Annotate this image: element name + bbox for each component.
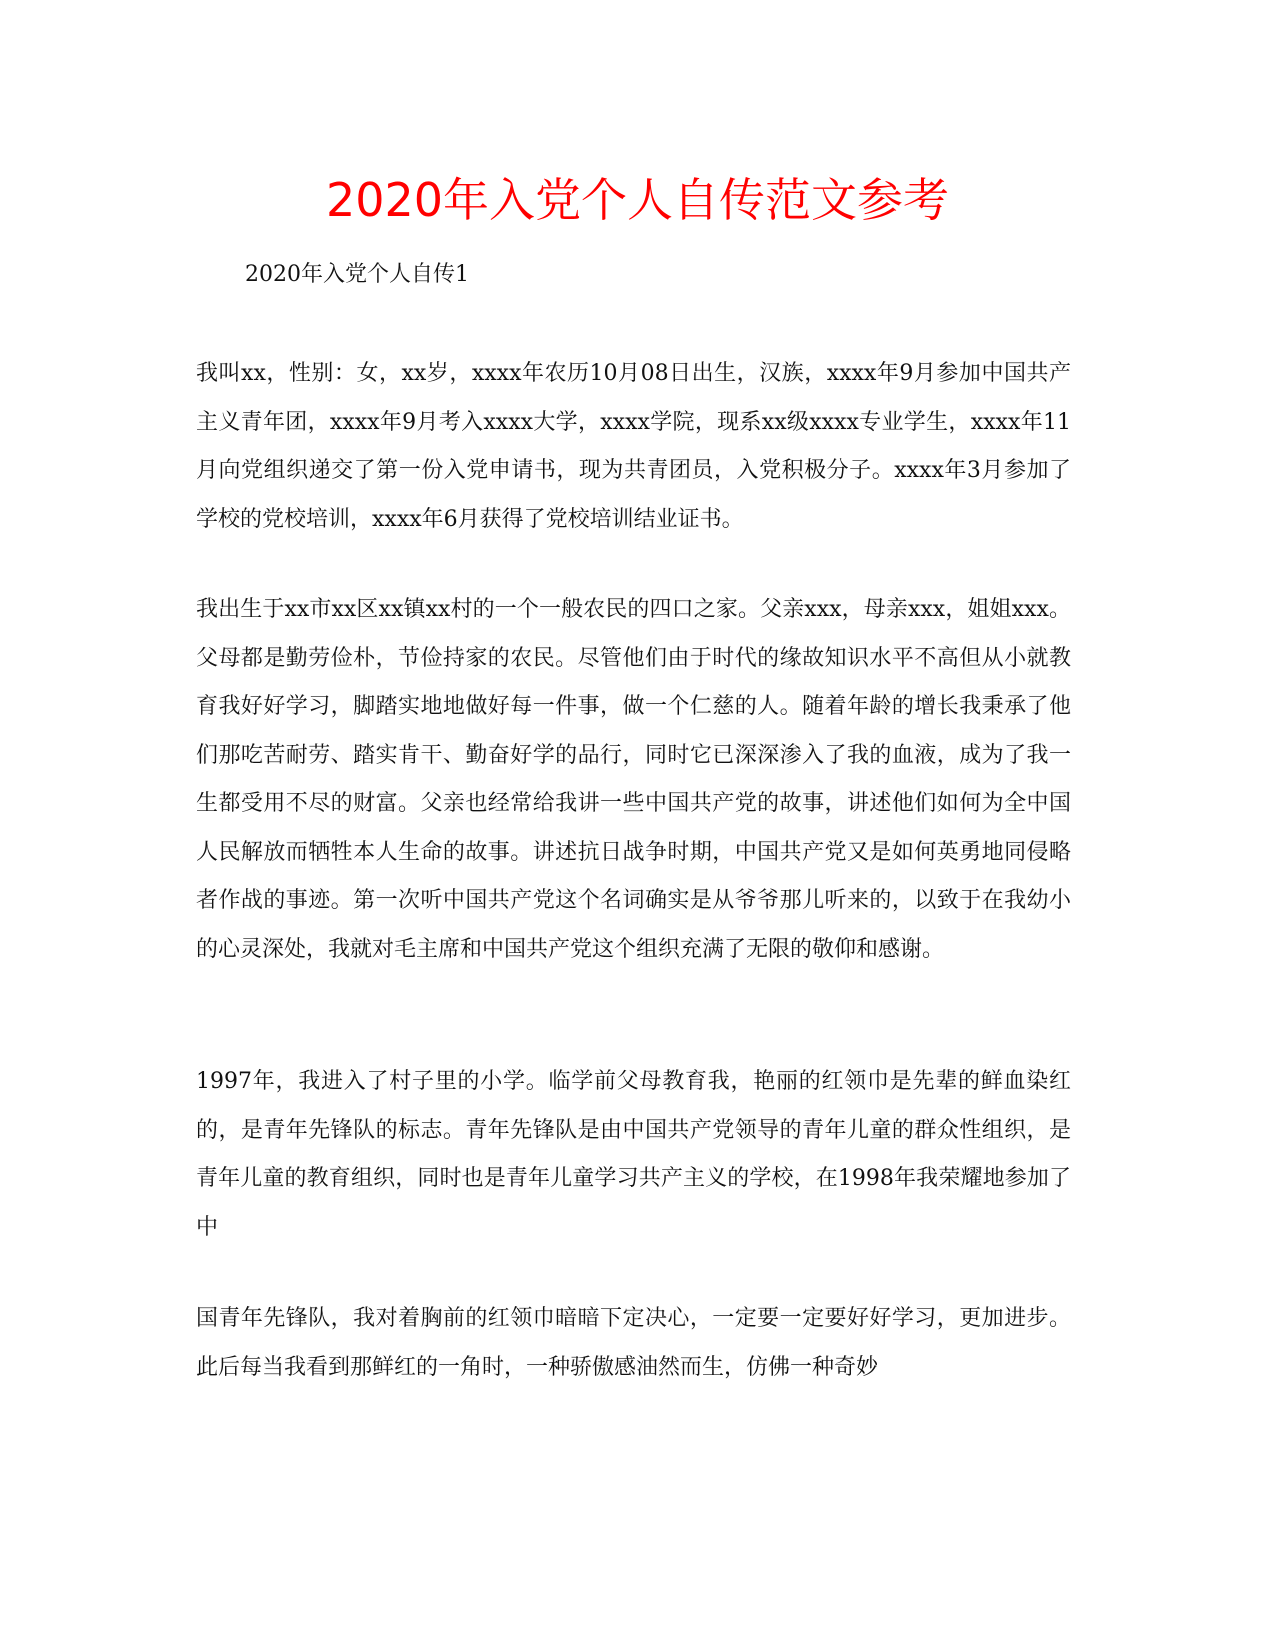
document-title: 2020年入党个人自传范文参考 — [325, 173, 950, 227]
section-heading: 2020年入党个人自传1 — [245, 262, 469, 287]
paragraph-1: 我叫xx，性别：女，xx岁，xxxx年农历10月08日出生，汉族，xxxx年9月参加中国共产主义青年团，xxxx年9月考入xxxx大学，xxxx学院，现系xx级xxxx专业学生，xxxx年11月向党组织递交了第一份入党申请书，现为共青团员，入党积极分子。xxxx年3月参加了学校的党校培训，xxxx年6月获得了党校培训结业证书。 — [196, 361, 1071, 532]
paragraph-3: 1997年，我进入了村子里的小学。临学前父母教育我，艳丽的红领巾是先辈的鲜血染红的，是青年先锋队的标志。青年先锋队是由中国共产党领导的青年儿童的群众性组织，是青年儿童的教育组织，同时也是青年儿童学习共产主义的学校，在1998年我荣耀地参加了中 — [196, 1069, 1071, 1240]
paragraph-4: 国青年先锋队，我对着胸前的红领巾暗暗下定决心，一定要一定要好好学习，更加进步。此后每当我看到那鲜红的一角时，一种骄傲感油然而生，仿佛一种奇妙 — [196, 1306, 1071, 1380]
paragraph-2: 我出生于xx市xx区xx镇xx村的一个一般农民的四口之家。父亲xxx，母亲xxx，姐姐xxx。父母都是勤劳俭朴，节俭持家的农民。尽管他们由于时代的缘故知识水平不高但从小就教育我好好学习，脚踏实地地做好每一件事，做一个仁慈的人。随着年龄的增长我秉承了他们那吃苦耐劳、踏实肯干、勤奋好学的品行，同时它已深深渗入了我的血液，成为了我一生都受用不尽的财富。父亲也经常给我讲一些中国共产党的故事，讲述他们如何为全中国人民解放而牺牲本人生命的故事。讲述抗日战争时期，中国共产党又是如何英勇地同侵略者作战的事迹。第一次听中国共产党这个名词确实是从爷爷那儿听来的，以致于在我幼小的心灵深处，我就对毛主席和中国共产党这个组织充满了无限的敬仰和感谢。 — [196, 597, 1071, 962]
